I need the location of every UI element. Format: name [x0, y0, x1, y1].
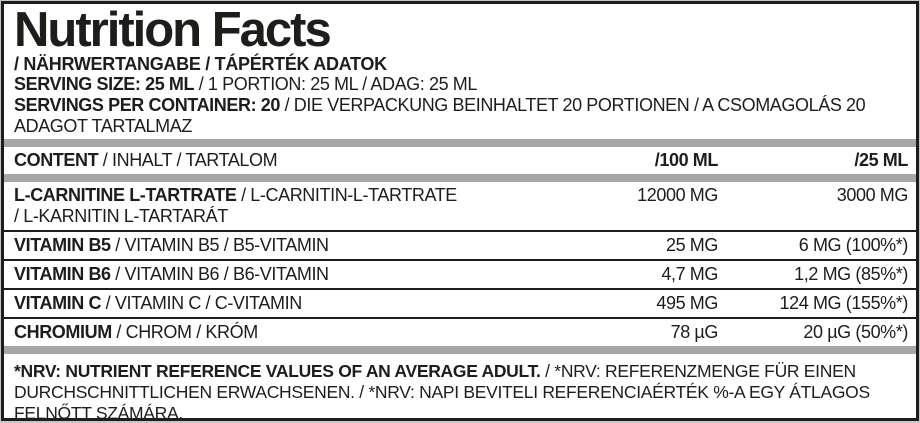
content-header-bold: CONTENT [14, 150, 99, 170]
serving-size-label: SERVING SIZE: 25 ML [14, 74, 195, 94]
divider-bar-header [4, 174, 916, 182]
divider-bar-bottom [4, 346, 916, 354]
nutrient-name [14, 293, 588, 314]
nrv-footnote [4, 354, 916, 421]
nutrient-name-translation: / L-CARNITIN-L-TARTRATE [236, 185, 457, 205]
serving-size-line [14, 74, 908, 95]
nutrient-name-translation: / VITAMIN C / C-VITAMIN [101, 293, 302, 313]
table-header-row [4, 147, 916, 174]
amount-per-25ml: 20 µG (50%*) [803, 322, 908, 342]
label-subtitle: / NÄHRWERTANGABE / TÁPÉRTÉK ADATOK [14, 54, 387, 74]
nutrient-name-bold: VITAMIN B5 [14, 235, 111, 255]
content-header [14, 150, 588, 171]
serving-size-translations: / 1 PORTION: 25 ML / ADAG: 25 ML [194, 74, 478, 94]
servings-per-container-label: SERVINGS PER CONTAINER: 20 [14, 95, 280, 115]
table-row-vitamin-b5 [4, 230, 916, 259]
column-header-per-100ml: /100 ML [654, 150, 718, 170]
table-row-l-carnitine [4, 182, 916, 230]
amount-per-100ml: 4,7 MG [661, 264, 718, 284]
nrv-footnote-translations: / *NRV: REFERENZMENGE FÜR EINEN DURCHSCHNITTLICHEN ERWACHSENEN. / *NRV: NAPI BEVITELI REFERENCIAÉRTÉK %-A EGY ÁTLAGOS FELNŐTT SZÁMÁRA. [14, 361, 870, 421]
nutrient-name-translation: / VITAMIN B5 / B5-VITAMIN [110, 235, 329, 255]
table-row-chromium [4, 317, 916, 346]
amount-per-25ml: 1,2 MG (85%*) [794, 264, 908, 284]
nutrient-name-line1 [14, 185, 588, 206]
nutrient-name-bold: CHROMIUM [14, 322, 112, 342]
amount-per-25ml: 3000 MG [836, 185, 908, 205]
nutrient-name-translation: / CHROM / KRÓM [111, 322, 258, 342]
nutrient-name [14, 235, 588, 256]
table-row-vitamin-c [4, 288, 916, 317]
amount-per-100ml: 78 µG [670, 322, 718, 342]
servings-per-container-line [14, 95, 908, 137]
amount-per-25ml: 124 MG (155%*) [779, 293, 908, 313]
nutrient-name [14, 185, 588, 227]
nutrient-name-bold: L-CARNITINE L-TARTRATE [14, 185, 237, 205]
nrv-footnote-bold: *NRV: NUTRIENT REFERENCE VALUES OF AN AVERAGE ADULT. [14, 361, 541, 381]
nutrient-name [14, 322, 588, 343]
divider-bar-top [4, 139, 916, 147]
amount-per-100ml: 495 MG [656, 293, 718, 313]
table-row-vitamin-b6 [4, 259, 916, 288]
nutrient-name-line2: / L-KARNITIN L-TARTARÁT [14, 206, 228, 226]
column-header-per-25ml: /25 ML [854, 150, 908, 170]
amount-per-25ml: 6 MG (100%*) [798, 235, 908, 255]
nutrient-name-bold: VITAMIN C [14, 293, 102, 313]
content-header-translations: / INHALT / TARTALOM [98, 150, 278, 170]
amount-per-100ml: 12000 MG [637, 185, 718, 205]
amount-per-100ml: 25 MG [665, 235, 718, 255]
nutrient-name [14, 264, 588, 285]
nutrient-name-bold: VITAMIN B6 [14, 264, 111, 284]
nutrition-label [1, 1, 919, 421]
label-header [4, 3, 916, 137]
nutrient-name-translation: / VITAMIN B6 / B6-VITAMIN [110, 264, 329, 284]
servings-per-container-translations: / DIE VERPACKUNG BEINHALTET 20 PORTIONEN / A CSOMAGOLÁS 20 ADAGOT TARTALMAZ [14, 95, 866, 136]
label-title: Nutrition Facts [14, 3, 330, 57]
